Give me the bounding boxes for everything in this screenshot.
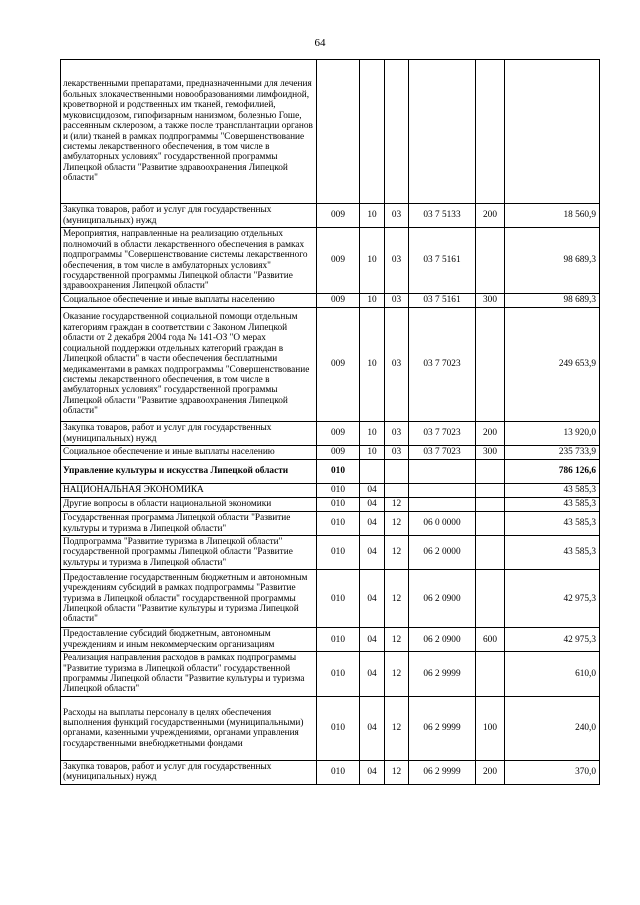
cell-ved: 009 <box>317 422 360 446</box>
table-row <box>61 512 600 536</box>
cell-csr: 06 2 0900 <box>409 628 476 652</box>
cell-sum: 249 653,9 <box>505 308 600 422</box>
cell-sum: 786 126,6 <box>505 460 600 484</box>
cell-name: лекарственными препаратами, предназначенными для лечения больных злокачественными новообразованиями лимфоидной, кроветворной и родственных им тканей, гемофилией, муковисцидозом, гипофизарным нанизмом, болезнью Гоше, рассеянным склерозом, а также после трансплантации органов и (или) тканей в рамках подпрограммы "Совершенствование системы лекарственного обеспечения, в том числе в амбулаторных условиях" государственной программы Липецкой области "Развитие здравоохранения Липецкой области" <box>61 60 317 204</box>
cell-vr <box>476 498 505 512</box>
cell-pr: 03 <box>385 422 409 446</box>
table-row <box>61 294 600 308</box>
budget-table <box>60 59 600 785</box>
cell-sum: 43 585,3 <box>505 512 600 536</box>
cell-sum: 240,0 <box>505 696 600 760</box>
cell-name: Оказание государственной социальной помощи отдельным категориям граждан в соответствии с Законом Липецкой области от 2 декабря 2004 года № 141-ОЗ "О мерах социальной поддержки отдельных категорий граждан в Липецкой области" в части обеспечения бесплатными медикаментами в рамках подпрограммы "Совершенствование системы лекарственного обеспечения, в том числе в амбулаторных условиях" государственной программы Липецкой области "Развитие здравоохранения Липецкой области" <box>61 308 317 422</box>
cell-sum: 42 975,3 <box>505 628 600 652</box>
cell-ved: 010 <box>317 536 360 570</box>
cell-csr: 06 0 0000 <box>409 512 476 536</box>
cell-ved: 009 <box>317 308 360 422</box>
cell-pr: 03 <box>385 308 409 422</box>
cell-csr: 06 2 9999 <box>409 652 476 697</box>
cell-name: Социальное обеспечение и иные выплаты населению <box>61 446 317 460</box>
cell-pr: 12 <box>385 570 409 628</box>
cell-sum: 610,0 <box>505 652 600 697</box>
table-row <box>61 204 600 228</box>
cell-pr: 12 <box>385 652 409 697</box>
cell-vr <box>476 536 505 570</box>
cell-vr <box>476 484 505 498</box>
cell-rz: 04 <box>360 760 385 784</box>
cell-sum: 43 585,3 <box>505 484 600 498</box>
cell-sum: 43 585,3 <box>505 498 600 512</box>
cell-csr <box>409 498 476 512</box>
table-row <box>61 628 600 652</box>
cell-pr: 12 <box>385 760 409 784</box>
cell-pr: 12 <box>385 536 409 570</box>
cell-sum: 98 689,3 <box>505 228 600 294</box>
cell-rz: 04 <box>360 498 385 512</box>
cell-vr <box>476 570 505 628</box>
cell-sum: 43 585,3 <box>505 536 600 570</box>
cell-vr: 300 <box>476 446 505 460</box>
table-row <box>61 60 600 204</box>
table-row <box>61 652 600 697</box>
cell-rz: 10 <box>360 308 385 422</box>
cell-csr: 03 7 5133 <box>409 204 476 228</box>
cell-csr: 03 7 7023 <box>409 446 476 460</box>
cell-rz <box>360 460 385 484</box>
cell-name: Расходы на выплаты персоналу в целях обеспечения выполнения функций государственными (муниципальными) органами, казенными учреждениями, органами управления государственными внебюджетными фондами <box>61 696 317 760</box>
cell-ved: 010 <box>317 696 360 760</box>
cell-pr: 12 <box>385 512 409 536</box>
table-row <box>61 536 600 570</box>
budget-table-body <box>61 60 600 785</box>
cell-vr <box>476 228 505 294</box>
cell-sum: 235 733,9 <box>505 446 600 460</box>
cell-ved: 010 <box>317 484 360 498</box>
table-row <box>61 760 600 784</box>
cell-pr: 03 <box>385 294 409 308</box>
cell-vr <box>476 60 505 204</box>
cell-csr <box>409 460 476 484</box>
cell-vr: 200 <box>476 422 505 446</box>
cell-rz: 10 <box>360 204 385 228</box>
cell-csr <box>409 484 476 498</box>
cell-csr: 06 2 9999 <box>409 696 476 760</box>
table-row <box>61 696 600 760</box>
cell-ved: 010 <box>317 628 360 652</box>
cell-rz: 04 <box>360 512 385 536</box>
cell-vr <box>476 460 505 484</box>
cell-name: Реализация направления расходов в рамках подпрограммы "Развитие туризма в Липецкой области" государственной программы Липецкой области "Развитие культуры и туризма Липецкой области" <box>61 652 317 697</box>
cell-ved: 010 <box>317 652 360 697</box>
cell-vr: 200 <box>476 760 505 784</box>
cell-name: Предоставление государственным бюджетным и автономным учреждениям субсидий в рамках подпрограммы "Развитие туризма в Липецкой области" государственной программы Липецкой области "Развитие культуры и туризма Липецкой области" <box>61 570 317 628</box>
cell-ved: 009 <box>317 204 360 228</box>
cell-rz: 10 <box>360 294 385 308</box>
table-row <box>61 570 600 628</box>
cell-ved: 010 <box>317 760 360 784</box>
cell-name: Другие вопросы в области национальной экономики <box>61 498 317 512</box>
cell-rz: 04 <box>360 652 385 697</box>
cell-ved: 010 <box>317 512 360 536</box>
cell-name: Закупка товаров, работ и услуг для государственных (муниципальных) нужд <box>61 422 317 446</box>
cell-name: НАЦИОНАЛЬНАЯ ЭКОНОМИКА <box>61 484 317 498</box>
cell-pr <box>385 484 409 498</box>
cell-ved: 009 <box>317 294 360 308</box>
cell-sum: 370,0 <box>505 760 600 784</box>
cell-csr: 06 2 0900 <box>409 570 476 628</box>
cell-ved: 009 <box>317 228 360 294</box>
cell-vr: 200 <box>476 204 505 228</box>
cell-rz <box>360 60 385 204</box>
table-row <box>61 228 600 294</box>
cell-csr: 06 2 0000 <box>409 536 476 570</box>
cell-vr <box>476 512 505 536</box>
page-number: 64 <box>314 37 326 49</box>
cell-rz: 10 <box>360 228 385 294</box>
cell-name: Социальное обеспечение и иные выплаты населению <box>61 294 317 308</box>
cell-sum: 42 975,3 <box>505 570 600 628</box>
cell-rz: 10 <box>360 422 385 446</box>
cell-vr: 300 <box>476 294 505 308</box>
cell-rz: 04 <box>360 628 385 652</box>
cell-ved: 009 <box>317 446 360 460</box>
table-row <box>61 460 600 484</box>
cell-name: Управление культуры и искусства Липецкой области <box>61 460 317 484</box>
cell-pr: 12 <box>385 498 409 512</box>
cell-pr <box>385 60 409 204</box>
table-row <box>61 498 600 512</box>
cell-vr: 100 <box>476 696 505 760</box>
cell-csr: 03 7 7023 <box>409 308 476 422</box>
cell-rz: 04 <box>360 570 385 628</box>
cell-name: Мероприятия, направленные на реализацию отдельных полномочий в области лекарственного обеспечения в рамках подпрограммы "Совершенствование системы лекарственного обеспечения, в том числе в амбулаторных условиях" государственной программы Липецкой области "Развитие здравоохранения Липецкой области" <box>61 228 317 294</box>
cell-name: Закупка товаров, работ и услуг для государственных (муниципальных) нужд <box>61 204 317 228</box>
table-row <box>61 308 600 422</box>
cell-pr <box>385 460 409 484</box>
cell-rz: 04 <box>360 484 385 498</box>
cell-pr: 12 <box>385 628 409 652</box>
cell-name: Предоставление субсидий бюджетным, автономным учреждениям и иным некоммерческим организациям <box>61 628 317 652</box>
cell-rz: 04 <box>360 696 385 760</box>
cell-sum: 98 689,3 <box>505 294 600 308</box>
cell-csr: 03 7 5161 <box>409 228 476 294</box>
cell-rz: 10 <box>360 446 385 460</box>
cell-vr <box>476 308 505 422</box>
cell-csr: 06 2 9999 <box>409 760 476 784</box>
cell-rz: 04 <box>360 536 385 570</box>
cell-pr: 03 <box>385 446 409 460</box>
cell-name: Подпрограмма "Развитие туризма в Липецкой области" государственной программы Липецкой области "Развитие культуры и туризма в Липецкой области" <box>61 536 317 570</box>
table-row <box>61 422 600 446</box>
cell-ved: 010 <box>317 498 360 512</box>
cell-pr: 03 <box>385 204 409 228</box>
cell-pr: 12 <box>385 696 409 760</box>
cell-sum <box>505 60 600 204</box>
cell-sum: 13 920,0 <box>505 422 600 446</box>
cell-csr: 03 7 7023 <box>409 422 476 446</box>
cell-ved: 010 <box>317 570 360 628</box>
cell-sum: 18 560,9 <box>505 204 600 228</box>
cell-csr: 03 7 5161 <box>409 294 476 308</box>
cell-vr: 600 <box>476 628 505 652</box>
table-row <box>61 484 600 498</box>
cell-name: Закупка товаров, работ и услуг для государственных (муниципальных) нужд <box>61 760 317 784</box>
cell-pr: 03 <box>385 228 409 294</box>
cell-ved: 010 <box>317 460 360 484</box>
cell-name: Государственная программа Липецкой области "Развитие культуры и туризма в Липецкой области" <box>61 512 317 536</box>
cell-ved <box>317 60 360 204</box>
cell-vr <box>476 652 505 697</box>
cell-csr <box>409 60 476 204</box>
table-row <box>61 446 600 460</box>
